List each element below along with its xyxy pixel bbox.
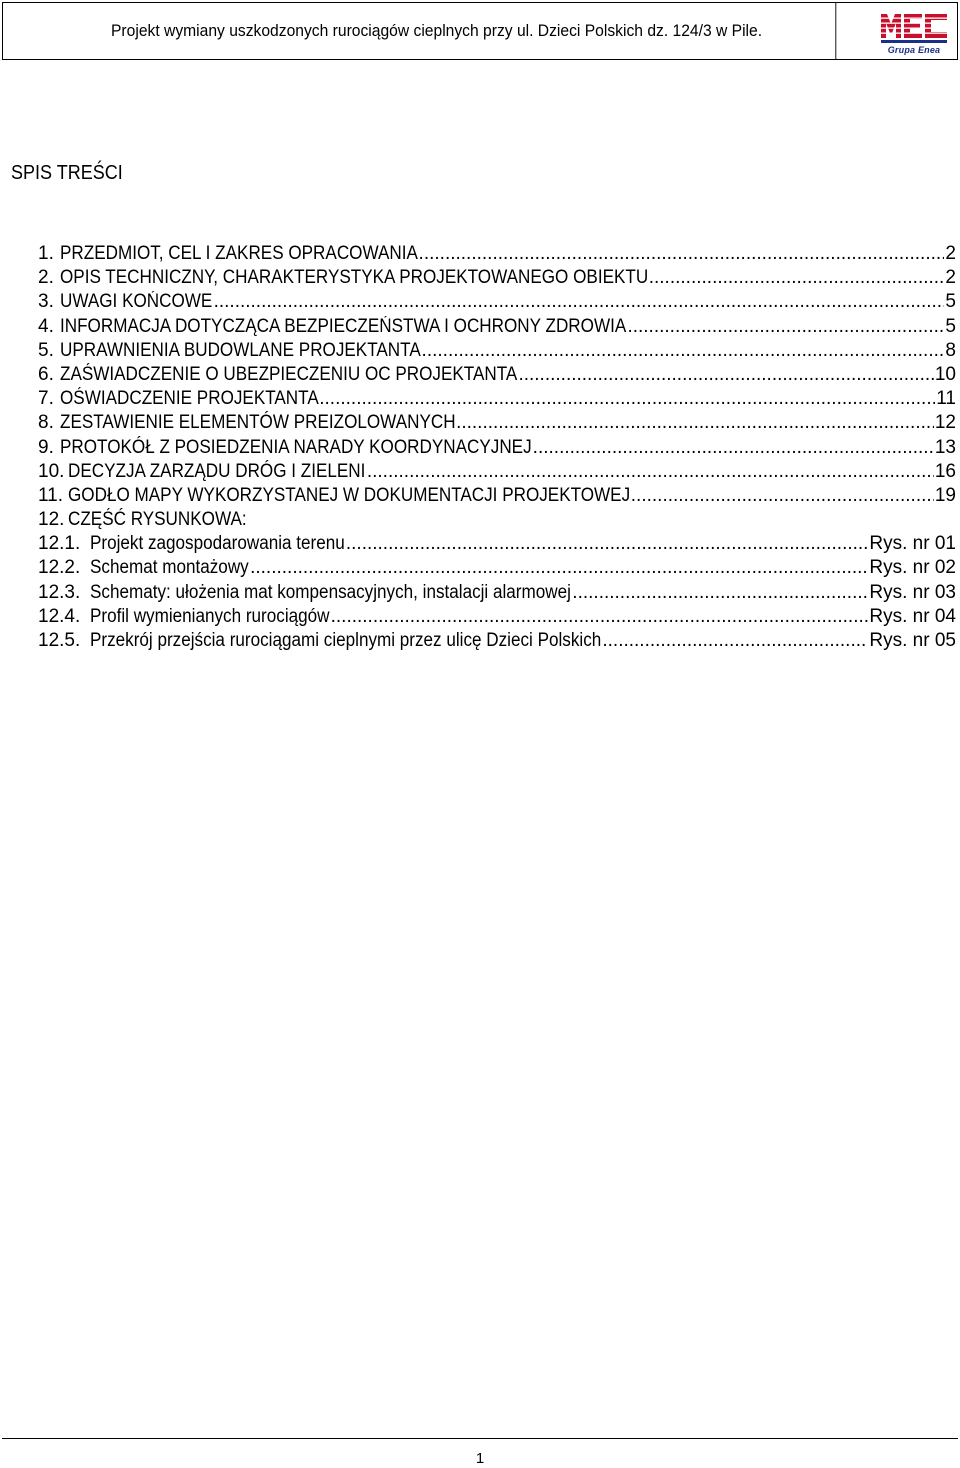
toc-entry-page: 19 [934,484,956,506]
toc-entry-number: 3. [38,291,54,313]
toc-entry-label: PRZEDMIOT, CEL I ZAKRES OPRACOWANIA [60,243,418,264]
toc-entry-label: ZESTAWIENIE ELEMENTÓW PREIZOLOWANYCH [60,412,456,434]
toc-entry-number: 12.2. [38,557,81,579]
toc-entry[interactable] [38,339,956,363]
toc-leader-dots [572,581,868,605]
toc-entry-page: Rys. nr 03 [869,581,956,603]
toc-entry-number: 12. [38,509,65,531]
toc-entry-page: Rys. nr 01 [869,533,956,555]
toc-entry-label: GODŁO MAPY WYKORZYSTANEJ W DOKUMENTACJI PROJEKTOWEJ [68,484,631,506]
toc-entry-label: UPRAWNIENIA BUDOWLANE PROJEKTANTA [60,339,421,361]
toc-entry-page: Rys. nr 02 [869,557,956,579]
toc-entry-label: Przekrój przejścia rurociągami cieplnymi przez ulicę Dzieci Polskich [90,630,602,651]
toc-entry[interactable] [38,411,956,435]
table-of-contents [38,242,956,653]
toc-leader-dots [627,315,944,339]
toc-entry-number: 12.3. [38,581,81,603]
toc-leader-dots [456,411,934,435]
toc-entry[interactable] [38,363,956,387]
toc-entry-number: 1. [38,243,54,264]
toc-entry[interactable] [38,605,956,629]
toc-entry-page: 2 [945,243,956,264]
toc-entry-page: 5 [945,315,956,337]
toc-entry-number: 8. [38,412,54,434]
toc-entry-number: 6. [38,363,54,385]
toc-entry-page: 8 [945,339,956,361]
toc-entry-number: 7. [38,388,54,410]
toc-entry-number: 12.4. [38,605,81,627]
toc-entry[interactable] [38,266,956,290]
toc-leader-dots [331,605,869,629]
toc-leader-dots [422,339,945,363]
toc-leader-dots [367,460,934,484]
toc-entry-label: UWAGI KOŃCOWE [60,291,213,313]
toc-entry-number: 12.5. [38,630,81,651]
toc-entry-label: ZAŚWIADCZENIE O UBEZPIECZENIU OC PROJEKTANTA [60,363,518,385]
toc-leader-dots [631,484,934,508]
toc-entry-label: OŚWIADCZENIE PROJEKTANTA [60,388,319,410]
toc-entry[interactable] [38,556,956,580]
toc-leader-dots [214,290,945,314]
logo-subtext: Grupa Enea [887,44,941,55]
toc-entry[interactable] [38,508,956,532]
toc-entry-number: 10. [38,460,65,482]
toc-entry-label: Schemat montażowy [90,557,249,579]
toc-leader-dots [649,266,945,290]
toc-entry-page: Rys. nr 04 [869,605,956,627]
toc-entry[interactable] [38,581,956,605]
toc-entry[interactable] [38,460,956,484]
toc-leader-dots [346,532,869,556]
toc-entry[interactable] [38,629,956,653]
toc-entry[interactable] [38,290,956,314]
toc-entry-label: Profil wymienianych rurociągów [90,605,330,627]
toc-entry[interactable] [38,484,956,508]
toc-entry-label: INFORMACJA DOTYCZĄCA BEZPIECZEŃSTWA I OCHRONY ZDROWIA [60,315,627,337]
toc-leader-dots [319,387,935,411]
toc-entry-page: 5 [945,291,956,313]
toc-entry-number: 5. [38,339,54,361]
toc-entry-label: DECYZJA ZARZĄDU DRÓG I ZIELENI [68,460,366,482]
toc-entry-page: Rys. nr 05 [869,630,956,651]
toc-entry-number: 9. [38,436,54,458]
toc-entry-label: CZĘŚĆ RYSUNKOWA: [68,509,247,531]
toc-entry-page: 10 [934,363,956,385]
toc-entry-label: OPIS TECHNICZNY, CHARAKTERYSTYKA PROJEKTOWANEGO OBIEKTU [60,267,649,289]
toc-entry-page: 2 [945,267,956,289]
toc-leader-dots [419,242,945,266]
toc-entry[interactable] [38,242,956,266]
toc-entry-number: 2. [38,267,54,289]
toc-entry[interactable] [38,532,956,556]
toc-entry-label: Schematy: ułożenia mat kompensacyjnych, instalacji alarmowej [90,581,571,603]
page-header [2,2,958,60]
toc-entry-page: 12 [934,412,956,434]
footer-divider [2,1438,958,1439]
toc-entry[interactable] [38,315,956,339]
toc-entry-label: PROTOKÓŁ Z POSIEDZENIA NARADY KOORDYNACYJNEJ [60,436,532,458]
toc-entry-number: 4. [38,315,54,337]
toc-entry-page: 13 [934,436,956,458]
header-title: Projekt wymiany uszkodzonych rurociągów cieplnych przy ul. Dzieci Polskich dz. 124/3 w Pile. [38,3,837,59]
company-logo [871,3,957,59]
toc-entry-page: 16 [934,460,956,482]
toc-entry-number: 12.1. [38,533,81,555]
toc-leader-dots [518,363,933,387]
toc-leader-dots [533,436,934,460]
toc-entry-label: Projekt zagospodarowania terenu [90,533,345,555]
toc-entry-number: 11. [38,484,64,506]
toc-entry[interactable] [38,387,956,411]
mec-logo-icon [878,8,950,46]
toc-leader-dots [602,629,868,653]
toc-title: SPIS TREŚCI [11,162,123,184]
toc-entry[interactable] [38,436,956,460]
toc-leader-dots [250,556,868,580]
toc-entry-page: 11 [936,388,956,410]
page-number: 1 [475,1450,485,1467]
